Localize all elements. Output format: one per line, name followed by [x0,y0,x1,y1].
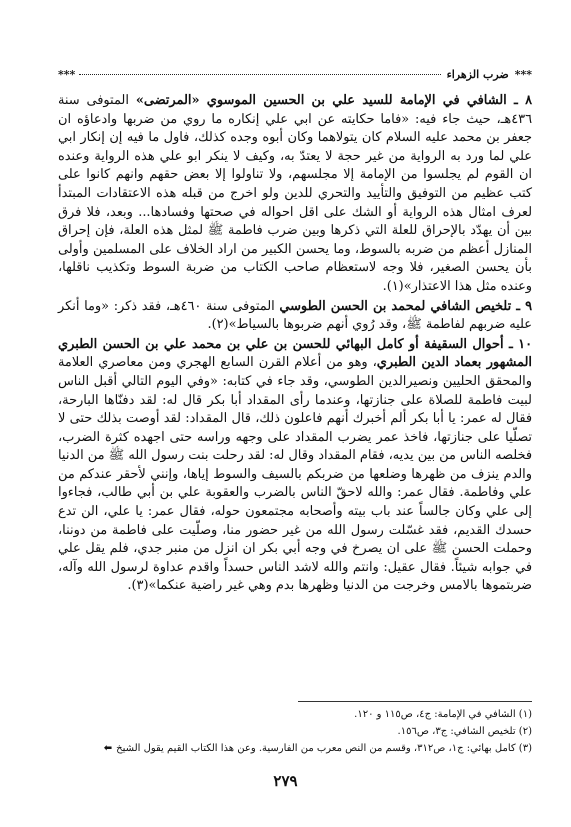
footnote-ref-3[interactable]: (٣). [127,578,149,594]
main-text [58,92,532,597]
continued-arrow-icon: ⬅ [103,743,113,754]
footnote-1 [40,706,532,723]
paragraph-8 [58,92,532,297]
header-title: ضرب الزهراء [446,67,509,81]
footnotes [40,706,532,757]
header-stars-right: *** [514,67,532,81]
paragraph-10-heading: ١٠ ـ أحوال السقيفة أو كامل البهائي للحسن بن علي بن محمد علي بن الحسن الطبري المشهور بعماد الدين الطبري [58,336,532,371]
paragraph-9-heading: ٩ ـ تلخيص الشافي لمحمد بن الحسن الطوسي [279,298,532,314]
footnote-2 [40,723,532,740]
footnote-2-text: (٢) تلخيص الشافي: ج٣، ص١٥٦. [397,726,532,737]
footnote-3-text: (٣) كامل بهائي: ج١، ص٣١٢، وقسم من النص معرب من الفارسية. وعن هذا الكتاب القيم يقول الشيخ [116,743,532,754]
paragraph-8-heading: ٨ ـ الشافي في الإمامة للسيد علي بن الحسين الموسوي «المرتضى» [135,93,533,108]
paragraph-10-body: ، وهو من أعلام القرن السابع الهجري ومن معاصري العلامة والمحقق الحليين ونصيرالدين الطوسي، وقد جاء في كتابه: «وفي اليوم التالي أقبل الناس لبيت فاطمة للصلاة على جنازتها، وعندما رأى المقداد أبا بكر قال له: لقد دفنّاها البارحة، فقال له عمر: يا أبا بكر ألم أخبرك أنهم فاعلون ذلك، قال المقداد: لقد أوصت بذلك حتى لا تصلّيا على جنازتها، فاخذ عمر يضرب المقداد على وجهه وراسه حتى اجهده كثرة الضرب، فخلصه الناس من بين يديه، فقام المقداد وقال له: لقد رحلت بنت رسول الله ﷺ من الدنيا والدم ينزف من ظهرها وضلعها من ضربكم بالسيف والسوط إياها، وإنني لأحقر عندكم من علي وفاطمة. فقال عمر: والله لاحقّ الناس بالضرب والعقوبة علي بن أبي طالب، فجاءوا إلى علي وكان جالساً عند باب بيته وأصحابه مجتمعون حوله، فقال عمر: يا علي، الن تدع حسدك القديم، فقد غسّلت رسول الله من غير حضور منا، وصلّيت على فاطمة من دوننا، وحملت الحسن ﷺ على ان يصرخ في وجه أبي بكر ان انزل من منبر جدي، فلم يقل علي في جوابه شيئاً. فقال عقيل: وانتم والله لاشد الناس حسداً واقدم عداوة لرسول الله وآله، ضربتموها بالامس وخرجت من الدنيا وظهرها بدم وهي غير راضية عنكما» [58,355,532,594]
footnote-1-text: (١) الشافي في الإمامة: ج٤، ص١١٥ و ١٢٠. [354,709,532,720]
header-stars-left: *** [58,67,76,81]
page-number: ٢٧٩ [273,772,298,790]
footnote-ref-2[interactable]: (٢). [207,317,229,333]
header-dotted-rule [79,74,440,75]
paragraph-9-body: المتوفى سنة ٤٦٠هـ، فقد ذكر: «وما أنكر عليه ضربهم لفاطمة ﷺ، وقد رُوي أنهم ضربوها بالسياط» [58,298,532,333]
footnote-3 [40,740,532,757]
footnote-separator [298,701,532,702]
paragraph-10 [58,336,532,596]
paragraph-9 [58,298,532,335]
paragraph-8-body: المتوفى سنة ٤٣٦هـ، حيث جاء فيه: «فاما حكايته عن ابي علي إنكاره ما روي من ضربها وادعاؤه ان جعفر بن محمد عليه السلام كان يتولاهما وكان أبوه وجده كذلك، فاول ما فيه إن إنكار ابي علي لما ورد به الرواية من غير حجة لا يعتدّ به، وكيف لا ينكر ابو علي هذه الرواية وعنده ان القوم لم يجلسوا من الإمامة إلا مجلسهم، ولا تناولوا إلا بعض حقهم وانهم كانوا على كتب عظيم من التوفيق والتأييد والتحري للدين ولو اخرج من قبله هذه الاعتقادات المبتدأ لعرف امثال هذه الرواية أو الشك على اقل احواله في صحتها وفسادها... وبعد، فلا فرق بين أن يهدّد بالإحراق للعلة التي ذكرها وبين ضرب فاطمة ﷺ لمثل هذه العلة، فإن إحراق المنازل أعظم من ضربه بالسوط، وما يحسن الكبير من اراد الخلاف على المسلمين وأولى بأن يحسن الصغير، فلا وجه لاستعظام صاحب الكتاب من ضربة السوط وتكذيب ناقلها، وعنده مثل هذا الاعتذار» [58,93,532,294]
footnote-ref-1[interactable]: (١). [382,278,404,294]
running-header [58,66,532,82]
